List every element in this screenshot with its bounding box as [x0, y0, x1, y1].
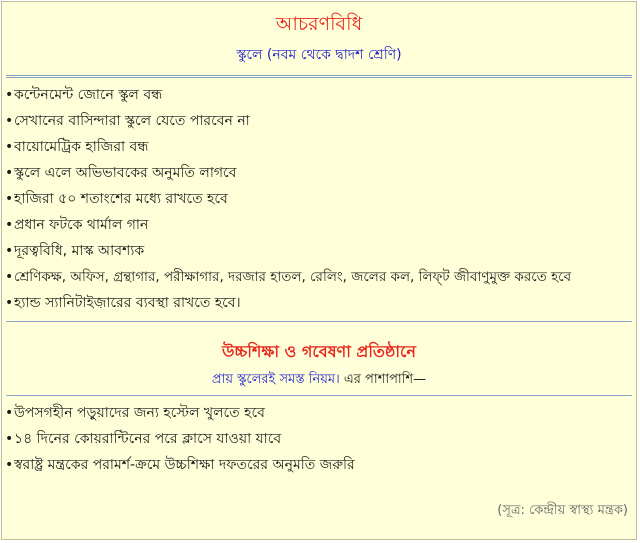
bullet: •	[5, 217, 14, 233]
divider	[6, 395, 632, 396]
bullet: •	[5, 295, 14, 311]
divider	[6, 75, 632, 76]
source-note: (সূত্র: কেন্দ্রীয় স্বাস্থ্য মন্ত্রক)	[497, 503, 628, 518]
intro-text: এর পাশাপাশি—	[339, 372, 427, 387]
bullet: •	[5, 165, 14, 181]
list-item-text: প্রধান ফটকে থার্মাল গান	[14, 217, 149, 233]
school-subtitle: স্কুলে (নবম থেকে দ্বাদশ শ্রেণি)	[236, 47, 402, 63]
list-item-text: উপসগহীন পড়ুয়াদের জন্য হস্টেল খুলতে হবে	[14, 405, 265, 421]
bullet: •	[5, 269, 14, 285]
list-item-text: শ্রেণিকক্ষ, অফিস, গ্রন্থাগার, পরীক্ষাগার, দরজার হাতল, রেলিং, জলের কল, লিফ্‌ট জীবাণুমুক্ত করতে হবে	[14, 269, 572, 285]
list-item-text: দূরত্ববিধি, মাস্ক আবশ্যক	[14, 243, 145, 259]
list-item-text: হাজিরা ৫০ শতাংশের মধ্যে রাখতে হবে	[14, 191, 228, 207]
intro-highlight: প্রায় স্কুলেরই সমস্ত নিয়ম।	[211, 372, 340, 387]
higher-education-intro	[2, 370, 636, 391]
bullet: •	[5, 113, 14, 129]
list-item	[5, 108, 571, 134]
page-title: আচরণবিধি	[275, 13, 363, 35]
list-item	[5, 426, 355, 452]
bullet: •	[5, 405, 14, 421]
bullet: •	[5, 139, 14, 155]
list-item	[5, 452, 355, 478]
bullet: •	[5, 191, 14, 207]
list-item-text: স্কুলে এলে অভিভাবকের অনুমতি লাগবে	[14, 165, 237, 181]
guidelines-card	[1, 1, 637, 540]
list-item	[5, 238, 571, 264]
list-item	[5, 400, 355, 426]
list-item-text: ১৪ দিনের কোয়রান্টিনের পরে ক্লাসে যাওয়া যাবে	[14, 431, 282, 447]
bullet: •	[5, 431, 14, 447]
higher-education-heading: উচ্চশিক্ষা ও গবেষণা প্রতিষ্ঠানে	[222, 342, 416, 361]
list-item-text: বায়োমেট্রিক হাজিরা বন্ধ	[14, 139, 149, 155]
list-item	[5, 212, 571, 238]
list-item-text: স্বরাষ্ট্র মন্ত্রকের পরামর্শ-ক্রমে উচ্চশিক্ষা দফতরের অনুমতি জরুরি	[14, 457, 355, 473]
list-item	[5, 82, 571, 108]
bullet: •	[5, 457, 14, 473]
list-item	[5, 134, 571, 160]
list-item-text: সেখানের বাসিন্দারা স্কুলে যেতে পারবেন না	[14, 113, 250, 129]
bullet: •	[5, 243, 14, 259]
list-item	[5, 264, 571, 290]
school-rules-list	[5, 82, 571, 316]
list-item	[5, 290, 571, 316]
higher-rules-list	[5, 400, 355, 478]
list-item-text: কন্টেনমেন্ট জোনে স্কুল বন্ধ	[14, 87, 163, 103]
divider	[6, 321, 632, 322]
list-item	[5, 186, 571, 212]
list-item-text: হ্যান্ড স্যানিটাইজ়ারের ব্যবস্থা রাখতে হবে।	[14, 295, 241, 311]
bullet: •	[5, 87, 14, 103]
list-item	[5, 160, 571, 186]
divider	[6, 77, 632, 78]
